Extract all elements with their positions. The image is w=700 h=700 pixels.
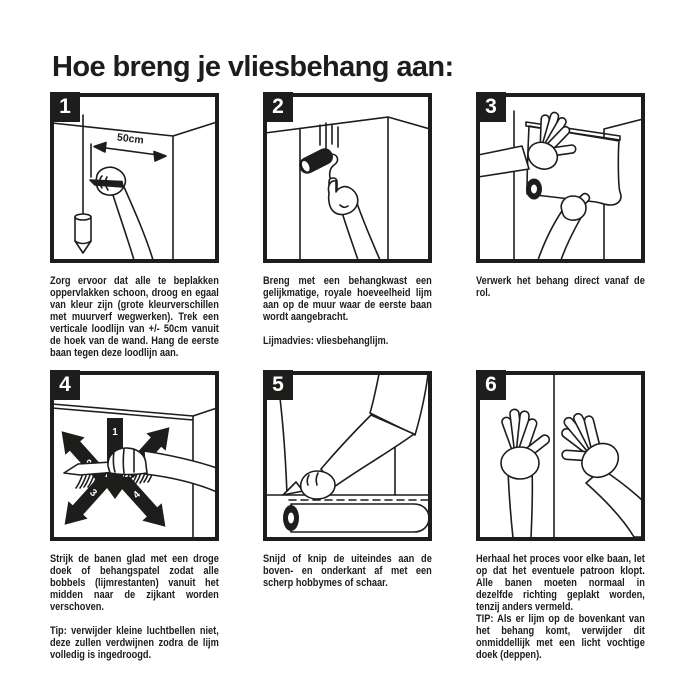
step-3-caption [476, 263, 645, 371]
step-2-caption [263, 263, 432, 371]
step-4-panel [50, 371, 219, 541]
step-1-number: 1 [50, 92, 80, 122]
glue-streaks [320, 123, 338, 149]
wallpaper-roll-icon [283, 504, 429, 532]
caption-text: Breng met een behangkwast een gelijkmatige, royale hoeveelheid lijm aan op de muur waar de eerste baan wordt aangebracht. [263, 275, 432, 323]
pressing-hand-left [501, 409, 551, 538]
caption-text: Verwerk het behang direct vanaf de rol. [476, 275, 645, 299]
pencil-icon [90, 180, 123, 187]
step-4-caption [50, 541, 219, 661]
step-6-caption [476, 541, 645, 661]
step-3-panel [476, 93, 645, 263]
page-title: Hoe breng je vliesbehang aan: [52, 51, 454, 84]
step-5-caption [263, 541, 432, 661]
measure-arrow [94, 143, 166, 162]
steps-grid [50, 93, 645, 661]
step-5-number: 5 [263, 370, 293, 400]
step-4-number: 4 [50, 370, 80, 400]
svg-text:1: 1 [112, 427, 118, 438]
caption-text: Strijk de banen glad met een droge doek of behangspatel zodat alle bobbels (lijmrestanten) vanuit het midden naar de zijkant worden verschoven. [50, 553, 219, 613]
caption-text: Herhaal het proces voor elke baan, let op dat het eventuele patroon klopt. Alle banen moeten normaal in dezelfde richting geplakt worden, tenzij anders vermeld. [476, 553, 645, 613]
caption-text: Tip: verwijder kleine luchtbellen niet, deze zullen verdwijnen zodra de lijm volledig is ingedroogd. [50, 625, 219, 661]
wallpaper-edge [280, 398, 287, 495]
step-1-caption [50, 263, 219, 371]
svg-text:3: 3 [87, 487, 99, 500]
step-5-panel [263, 371, 432, 541]
measure-label: 50cm [116, 131, 145, 147]
plumb-bob-icon [75, 214, 91, 253]
caption-text: Lijmadvies: vliesbehanglijm. [263, 335, 389, 347]
caption-text: Zorg ervoor dat alle te beplakken oppervlakken schoon, droog en egaal van kleur zijn (grote kleurverschillen met muurverf wegwerken). Trek een verticale loodlijn van +/- 50cm vanuit de hoek van de wand. Hang de eerste baan tegen deze loodlijn aan. [50, 275, 219, 359]
holding-hand-icon [538, 194, 590, 261]
wallpaper-roll-icon [526, 179, 542, 200]
caption-text: TIP: Als er lijm op de bovenkant van het behang komt, verwijder dit onmiddellijk met een licht vochtige doek (deppen). [476, 613, 645, 661]
step-3-number: 3 [476, 92, 506, 122]
step-1-panel [50, 93, 219, 263]
step-2-panel [263, 93, 432, 263]
step-2-number: 2 [263, 92, 293, 122]
paint-roller-icon [297, 147, 334, 176]
caption-text: Snijd of knip de uiteindes aan de boven- en onderkant af met een scherp hobbymes of schaar. [263, 553, 432, 589]
rolling-hand-icon [328, 178, 380, 260]
step-6-number: 6 [476, 370, 506, 400]
pressing-hand-right [544, 404, 643, 537]
step-6-panel [476, 371, 645, 541]
svg-text:4: 4 [131, 489, 143, 502]
